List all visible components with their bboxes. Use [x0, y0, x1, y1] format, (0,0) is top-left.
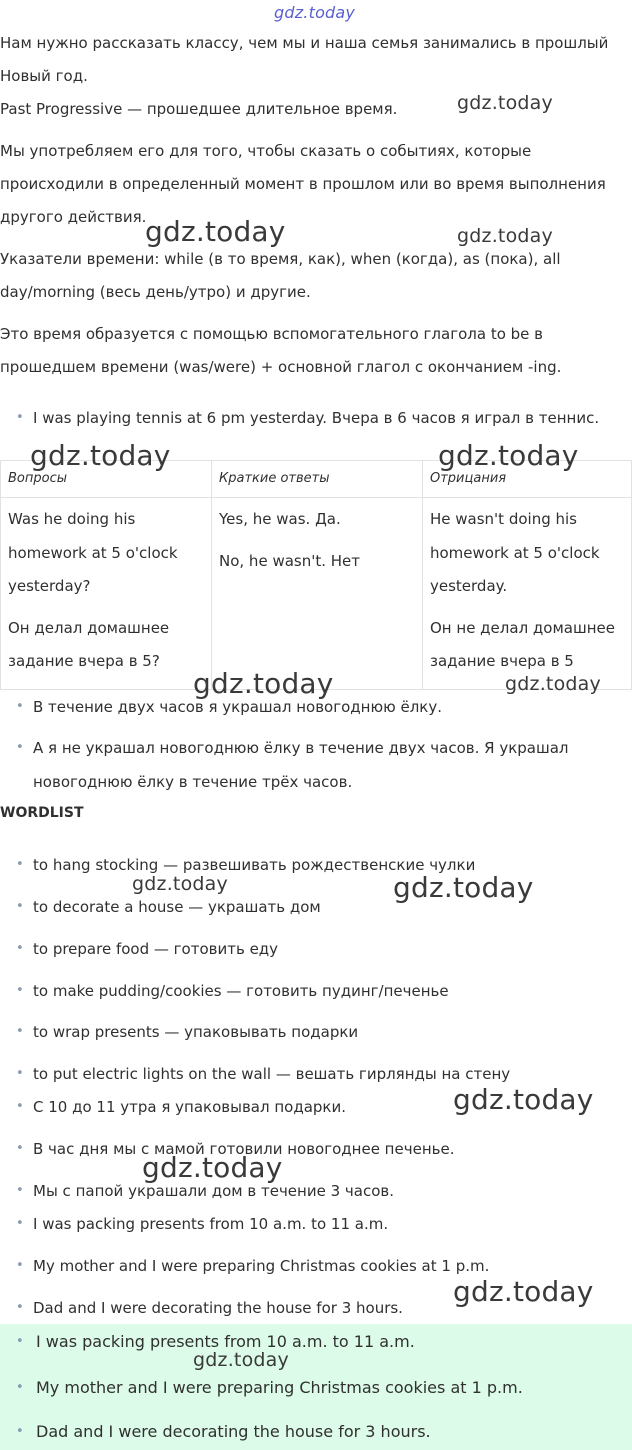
intro-line-8: day/morning (весь день/утро) и другие.: [0, 283, 311, 301]
watermark: gdz.today: [132, 873, 228, 895]
watermark-top: gdz.today: [274, 3, 356, 22]
cell-line: No, he wasn't. Нет: [219, 551, 361, 570]
watermark: gdz.today: [453, 1275, 594, 1308]
intro-line-9: Это время образуется с помощью вспомогательного глагола to be в: [0, 325, 544, 343]
watermark: gdz.today: [30, 439, 171, 472]
watermark: gdz.today: [145, 215, 286, 248]
header-negations: Отрицания: [423, 461, 632, 498]
cell-line: Yes, he was. Да.: [219, 510, 341, 528]
watermark: gdz.today: [193, 1349, 289, 1371]
watermark: gdz.today: [453, 1083, 594, 1116]
watermark: gdz.today: [438, 439, 579, 472]
intro-line-4: Мы употребляем его для того, чтобы сказать о событиях, которые: [0, 142, 532, 160]
intro-line-2: Новый год.: [0, 67, 88, 85]
bullet-dot: •: [16, 410, 24, 425]
intro-line-7: Указатели времени: while (в то время, как), when (когда), as (пока), all: [0, 250, 561, 268]
cell-line: He wasn't doing his: [430, 510, 577, 528]
cell-line: yesterday?: [8, 577, 91, 595]
watermark: gdz.today: [457, 92, 553, 114]
example-text: I was playing tennis at 6 pm yesterday. Вчера в 6 часов я играл в теннис.: [33, 409, 600, 427]
intro-line-3: Past Progressive — прошедшее длительное время.: [0, 100, 398, 118]
grammar-table: [0, 460, 632, 690]
header-questions: Вопросы: [1, 461, 212, 498]
intro-line-1: Нам нужно рассказать классу, чем мы и наша семья занимались в прошлый: [0, 34, 609, 52]
intro-line-6: другого действия.: [0, 208, 147, 226]
cell-line: задание вчера в 5: [430, 652, 574, 670]
cell-line: задание вчера в 5?: [8, 652, 160, 670]
cell-line: Was he doing his: [8, 510, 136, 528]
cell-line: yesterday.: [430, 577, 508, 595]
wordlist-heading: WORDLIST: [0, 805, 84, 821]
table-cell-negations: [423, 498, 632, 690]
table-cell-short-answers: [212, 498, 423, 690]
cell-line: homework at 5 o'clock: [8, 543, 178, 562]
cell-line: homework at 5 o'clock: [430, 543, 600, 562]
table-cell-questions: [1, 498, 212, 690]
cell-line: Он не делал домашнее: [430, 618, 615, 637]
watermark: gdz.today: [505, 673, 601, 695]
intro-line-10: прошедшем времени (was/were) + основной глагол с окончанием -ing.: [0, 358, 562, 376]
intro-line-5: происходили в определенный момент в прошлом или во время выполнения: [0, 175, 606, 193]
table-row: [1, 498, 632, 690]
cell-line: Он делал домашнее: [8, 618, 170, 637]
watermark: gdz.today: [193, 667, 334, 700]
watermark: gdz.today: [457, 225, 553, 247]
watermark: gdz.today: [142, 1151, 283, 1184]
header-short-answers: Краткие ответы: [212, 461, 423, 498]
watermark: gdz.today: [393, 871, 534, 904]
